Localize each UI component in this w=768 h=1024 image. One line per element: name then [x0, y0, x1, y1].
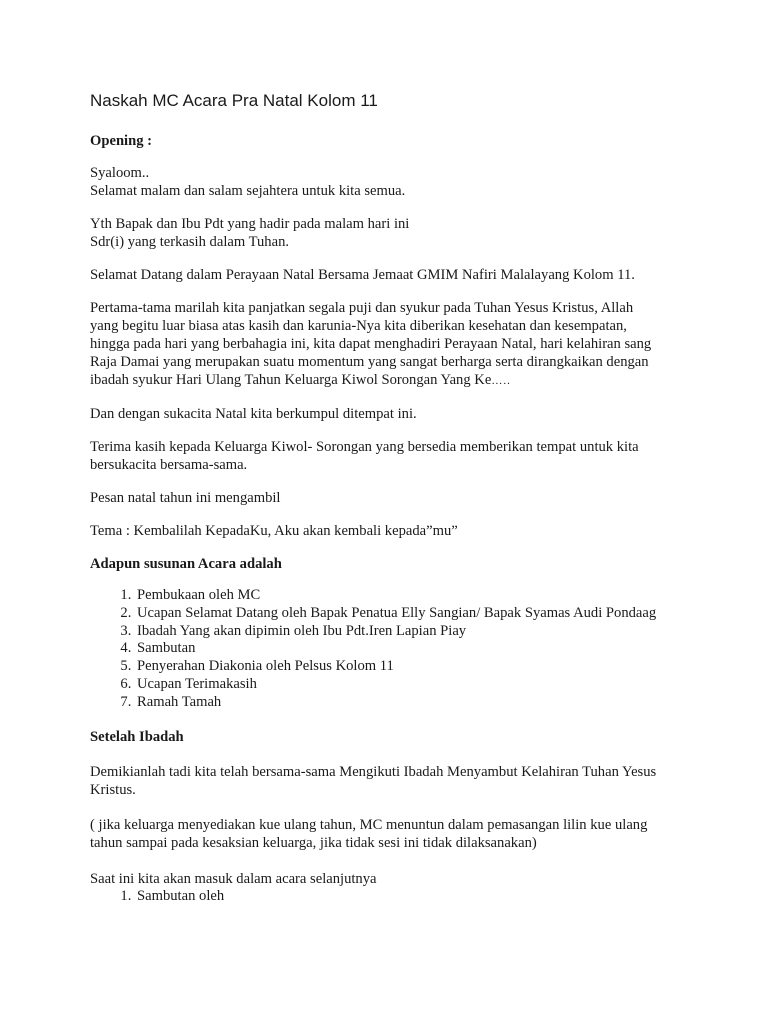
closing-paragraph	[90, 763, 690, 799]
greeting-line: Syaloom..	[90, 165, 150, 181]
thanks-line: Pertama-tama marilah kita panjatkan segala puji dan syukur pada Tuhan Yesus Kristus, Allah	[90, 300, 634, 316]
welcome-paragraph: Selamat Datang dalam Perayaan Natal Bersama Jemaat GMIM Nafiri Malalayang Kolom 11.	[90, 267, 635, 283]
next-list	[90, 888, 690, 906]
host-thanks-line: Terima kasih kepada Keluarga Kiwol- Sorongan yang bersedia memberikan tempat untuk kita	[90, 439, 639, 455]
thanks-line: Raja Damai yang merupakan suatu momentum yang sangat berharga serta dirangkaikan dengan	[90, 354, 649, 370]
note-paragraph	[90, 816, 690, 852]
list-item: 6. Ucapan Terimakasih	[135, 676, 690, 694]
trailing-dots: …..	[491, 375, 511, 387]
message-paragraph: Pesan natal tahun ini mengambil	[90, 490, 281, 506]
after-service-heading: Setelah Ibadah	[90, 728, 184, 745]
agenda-list	[90, 587, 690, 712]
address-line: Yth Bapak dan Ibu Pdt yang hadir pada malam hari ini	[90, 216, 410, 232]
greeting-line: Selamat malam dan salam sejahtera untuk kita semua.	[90, 183, 406, 199]
opening-heading: Opening :	[90, 133, 153, 149]
list-item: 2. Ucapan Selamat Datang oleh Bapak Penatua Elly Sangian/ Bapak Syamas Audi Pondaag	[135, 605, 690, 623]
greeting-paragraph	[90, 164, 690, 200]
address-paragraph	[90, 215, 690, 251]
thanks-line-text: ibadah syukur Hari Ulang Tahun Keluarga Kiwol Sorongan Yang Ke	[90, 372, 492, 388]
closing-line: Kristus.	[90, 781, 136, 798]
list-item: 5. Penyerahan Diakonia oleh Pelsus Kolom 11	[135, 658, 690, 676]
list-item: 1. Pembukaan oleh MC	[135, 587, 690, 605]
list-item: 7. Ramah Tamah	[135, 694, 690, 712]
gathering-paragraph: Dan dengan sukacita Natal kita berkumpul ditempat ini.	[90, 406, 417, 422]
note-line: ( jika keluarga menyediakan kue ulang tahun, MC menuntun dalam pemasangan lilin kue ulang	[90, 816, 648, 833]
list-item: 3. Ibadah Yang akan dipimin oleh Ibu Pdt.Iren Lapian Piay	[135, 623, 690, 641]
host-thanks-paragraph	[90, 438, 690, 474]
agenda-heading: Adapun susunan Acara adalah	[90, 556, 282, 572]
thanks-line: yang begitu luar biasa atas kasih dan karunia-Nya kita diberikan kesehatan dan kesempatan,	[90, 318, 627, 334]
thanks-line-last	[90, 371, 690, 390]
theme-paragraph: Tema : Kembalilah KepadaKu, Aku akan kembali kepada”mu”	[90, 523, 458, 539]
list-item: 1. Sambutan oleh	[135, 888, 690, 906]
next-paragraph: Saat ini kita akan masuk dalam acara selanjutnya	[90, 870, 377, 887]
thanks-line: hingga pada hari yang berbahagia ini, kita dapat menghadiri Perayaan Natal, hari kelahiran sang	[90, 336, 652, 352]
address-line: Sdr(i) yang terkasih dalam Tuhan.	[90, 234, 290, 250]
host-thanks-line: bersukacita bersama-sama.	[90, 457, 248, 473]
note-line: tahun sampai pada kesaksian keluarga, jika tidak sesi ini tidak dilaksanakan)	[90, 834, 537, 851]
closing-line: Demikianlah tadi kita telah bersama-sama Mengikuti Ibadah Menyambut Kelahiran Tuhan Yesus	[90, 763, 657, 780]
document-title: Naskah MC Acara Pra Natal Kolom 11	[90, 91, 378, 110]
list-item: 4. Sambutan	[135, 640, 690, 658]
document-page	[90, 90, 690, 921]
thanks-paragraph	[90, 299, 690, 390]
